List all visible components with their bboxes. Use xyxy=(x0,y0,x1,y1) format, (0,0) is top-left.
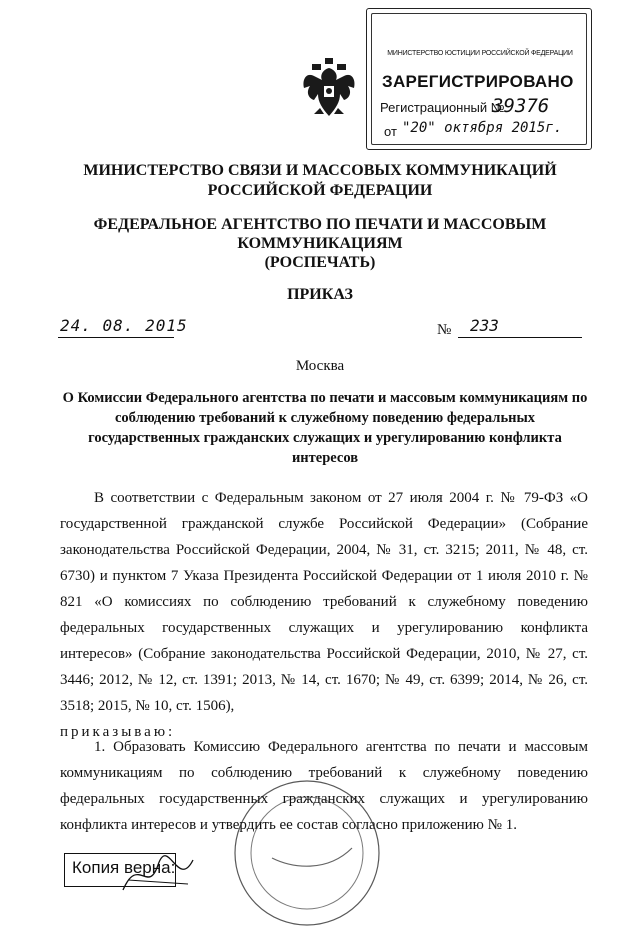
preamble-paragraph xyxy=(60,485,588,745)
ministry-line-2: РОССИЙСКОЙ ФЕДЕРАЦИИ xyxy=(207,182,433,199)
agency-line-2: КОММУНИКАЦИЯМ xyxy=(237,235,403,252)
stamp-reg-number: 39376 xyxy=(492,95,550,117)
order-number: 233 xyxy=(470,316,499,335)
order-subject: О Комиссии Федерального агентства по печати и массовым коммуникациям по соблюдению требований к служебному поведению федеральных государственных гражданских служащих и урегулированию конфликта интересов xyxy=(62,390,588,466)
agency-line-1: ФЕДЕРАЛЬНОЕ АГЕНТСТВО ПО ПЕЧАТИ И МАССОВЫМ xyxy=(93,216,547,233)
order-number-label: № xyxy=(437,322,452,338)
stamp-reg-label: Регистрационный № xyxy=(380,100,505,115)
copy-certified-text: Копия верна: xyxy=(72,858,176,877)
command-word: приказываю: xyxy=(60,724,176,740)
ministry-heading xyxy=(0,161,640,201)
stamp-registered-text: ЗАРЕГИСТРИРОВАНО xyxy=(382,72,574,91)
document-type-title: ПРИКАЗ xyxy=(287,286,353,303)
agency-heading xyxy=(0,215,640,272)
signature-scribble xyxy=(118,850,198,900)
stamp-date-handwritten: "20" октября 2015г. xyxy=(402,120,563,136)
stamp-ministry-text: МИНИСТЕРСТВО ЮСТИЦИИ РОССИЙСКОЙ ФЕДЕРАЦИИ xyxy=(387,50,573,57)
order-date: 24. 08. 2015 xyxy=(60,316,188,335)
agency-line-3: (РОСПЕЧАТЬ) xyxy=(264,254,376,271)
date-underline xyxy=(58,337,174,338)
coat-of-arms-icon xyxy=(300,58,358,120)
item-1-text: 1. Образовать Комиссию Федерального агентства по печати и массовым коммуникациям по соблюдению требований к служебному поведению федеральных государственных гражданских служащих и урегулированию конфликта интересов и утвердить ее состав согласно приложению № 1. xyxy=(60,739,588,833)
city-name: Москва xyxy=(295,358,345,374)
ministry-line-1: МИНИСТЕРСТВО СВЯЗИ И МАССОВЫХ КОММУНИКАЦИЙ xyxy=(83,162,557,179)
number-underline xyxy=(458,337,582,338)
stamp-date-label: от xyxy=(384,124,397,139)
preamble-text: В соответствии с Федеральным законом от 27 июля 2004 г. № 79-ФЗ «О государственной гражданской службе Российской Федерации» (Собрание законодательства Российской Федерации, 2004, № 31, ст. 3215; 2011, № 48, ст. 6730) и пунктом 7 Указа Президента Российской Федерации от 1 июля 2010 г. № 821 «О комиссиях по соблюдению требований к служебному поведению федеральных государственных служащих и урегулированию конфликта интересов» (Собрание законодательства Российской Федерации, 2010, № 27, ст. 3446; 2012, № 12, ст. 1391; 2013, № 14, ст. 1670; № 49, ст. 6399; 2014, № 26, ст. 3518; 2015, № 10, ст. 1506), xyxy=(60,490,588,714)
round-seal-stamp xyxy=(232,778,382,928)
